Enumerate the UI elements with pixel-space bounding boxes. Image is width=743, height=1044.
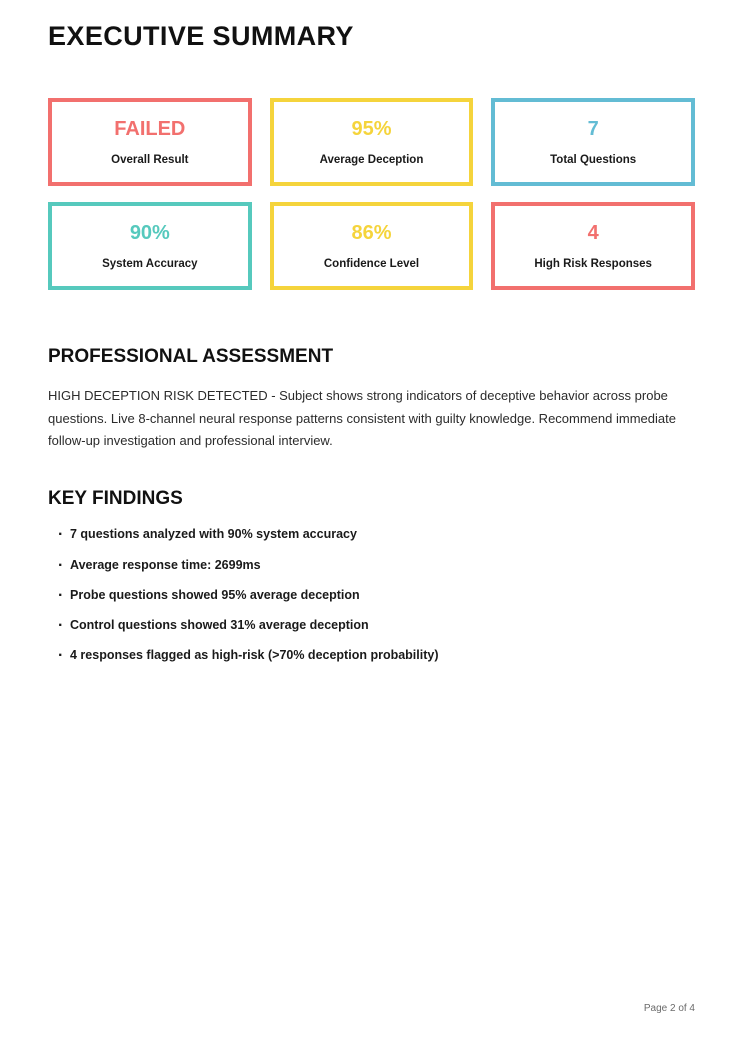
summary-card-label: High Risk Responses: [534, 258, 652, 271]
list-item: · 7 questions analyzed with 90% system accuracy: [48, 526, 695, 542]
professional-assessment-section: [48, 346, 695, 452]
summary-card-label: Confidence Level: [323, 258, 420, 271]
summary-card-confidence-level: [270, 202, 474, 290]
summary-card-label: Total Questions: [550, 154, 637, 167]
list-item: · 4 responses flagged as high-risk (>70% deception probability): [48, 647, 695, 663]
page-footer: Page 2 of 4: [643, 1003, 695, 1014]
summary-card-value: 4: [587, 222, 599, 245]
summary-card-value: 86%: [351, 222, 392, 245]
summary-card-label: System Accuracy: [102, 258, 198, 271]
findings-list: [48, 526, 695, 663]
findings-heading: KEY FINDINGS: [48, 488, 183, 510]
summary-card-label: Overall Result: [111, 154, 189, 167]
summary-card-value: FAILED: [114, 118, 186, 141]
key-findings-section: [48, 488, 695, 663]
summary-card-system-accuracy: [48, 202, 252, 290]
summary-card-value: 90%: [129, 222, 170, 245]
summary-card-value: 95%: [351, 118, 392, 141]
summary-card-overall-result: [48, 98, 252, 186]
summary-card-value: 7: [587, 118, 599, 141]
summary-cards-grid: [48, 98, 695, 290]
list-item: · Probe questions showed 95% average deception: [48, 587, 695, 603]
list-item: · Control questions showed 31% average deception: [48, 617, 695, 633]
summary-card-label: Average Deception: [319, 154, 424, 167]
page-title: EXECUTIVE SUMMARY: [48, 21, 354, 51]
assessment-body: HIGH DECEPTION RISK DETECTED - Subject shows strong indicators of deceptive behavior across probe questions. Live 8-channel neural response patterns consistent with guilty knowledge. Recommend immediate follow-up investigation and professional interview.: [48, 388, 676, 449]
assessment-heading: PROFESSIONAL ASSESSMENT: [48, 346, 334, 368]
summary-card-average-deception: [270, 98, 474, 186]
summary-card-high-risk-responses: [491, 202, 695, 290]
summary-card-total-questions: [491, 98, 695, 186]
list-item: · Average response time: 2699ms: [48, 557, 695, 573]
